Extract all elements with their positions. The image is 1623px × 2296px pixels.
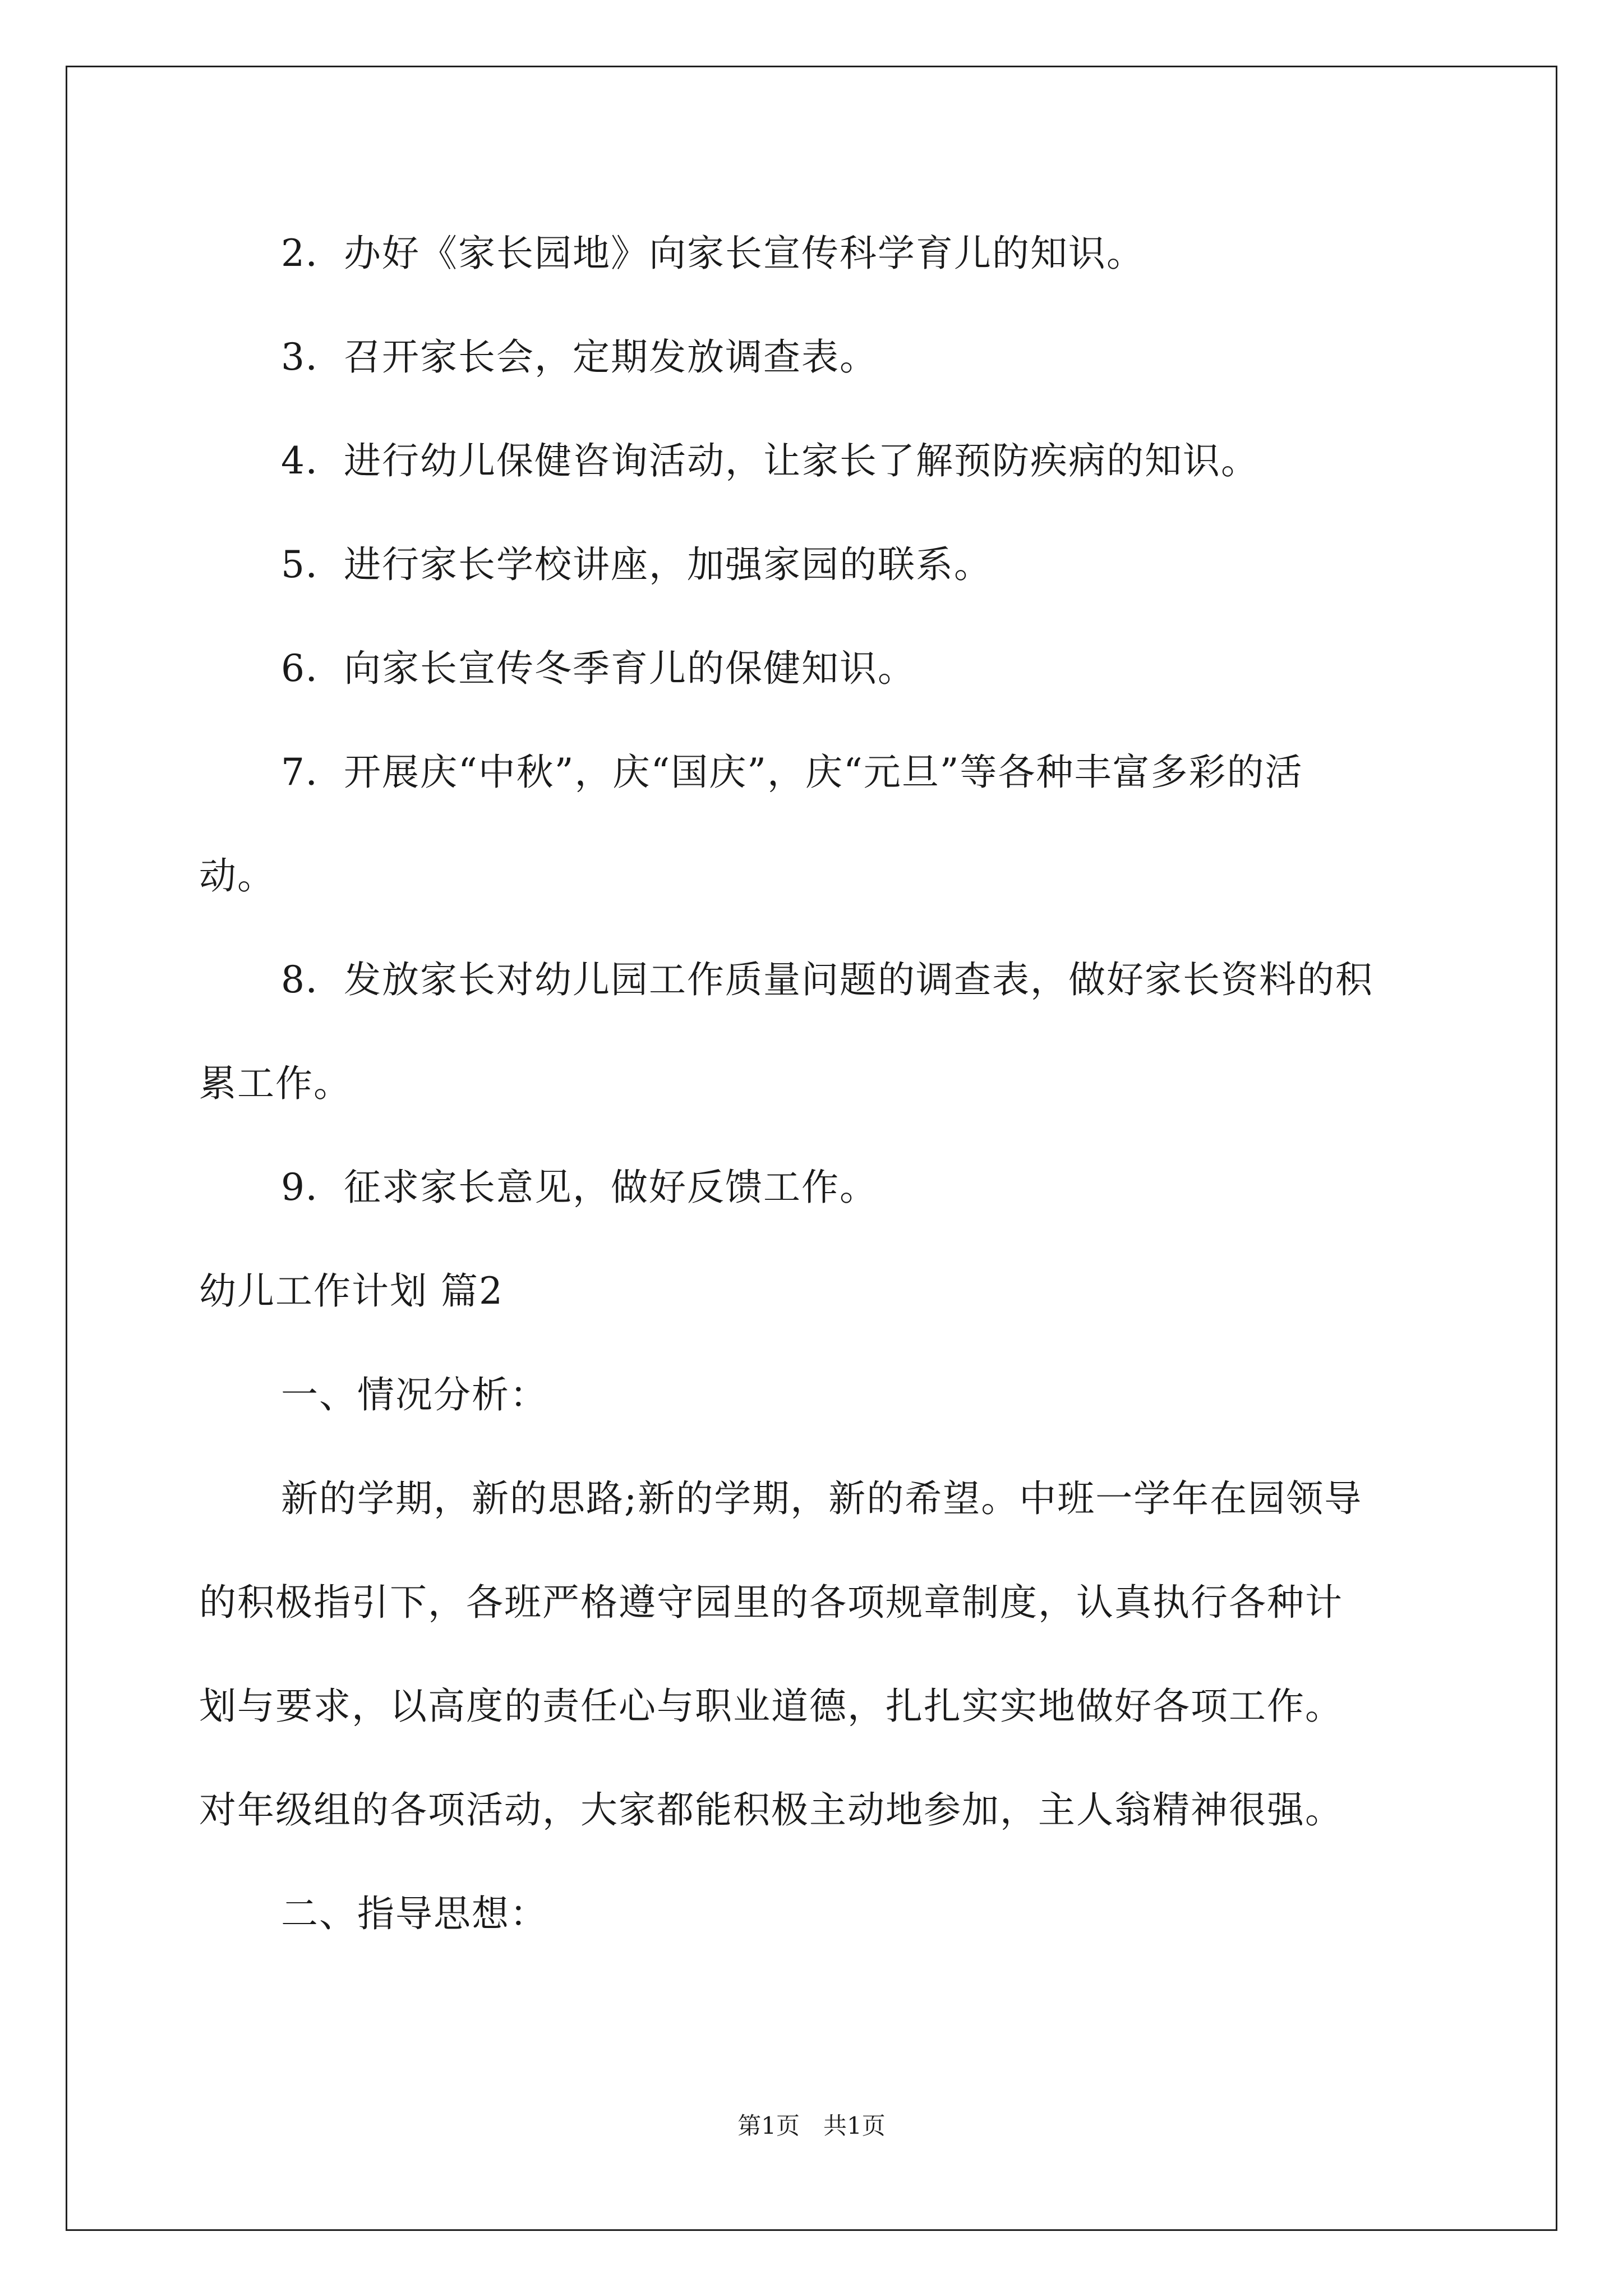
- list-item-7: 7．开展庆“中秋”，庆“国庆”，庆“元旦”等各种丰富多彩的活: [281, 751, 1303, 794]
- list-item-6: 6．向家长宣传冬季育儿的保健知识。: [281, 647, 916, 690]
- paragraph-line: 的积极指引下，各班严格遵守园里的各项规章制度，认真执行各种计: [199, 1581, 1343, 1624]
- list-item-2: 2．办好《家长园地》向家长宣传科学育儿的知识。: [281, 232, 1145, 275]
- list-item-7-continued: 动。: [199, 854, 275, 898]
- section-title: 幼儿工作计划 篇2: [199, 1269, 504, 1313]
- page-number-footer: 第1页 共1页: [737, 2112, 886, 2139]
- list-item-5: 5．进行家长学校讲座，加强家园的联系。: [281, 543, 992, 586]
- subheading-situation-analysis: 一、情况分析：: [281, 1373, 548, 1416]
- list-item-8: 8．发放家长对幼儿园工作质量问题的调查表，做好家长资料的积: [281, 958, 1373, 1001]
- list-item-3: 3．召开家长会，定期发放调查表。: [281, 335, 878, 379]
- list-item-9: 9．征求家长意见，做好反馈工作。: [281, 1166, 878, 1209]
- list-item-4: 4．进行幼儿保健咨询活动，让家长了解预防疾病的知识。: [281, 439, 1259, 482]
- paragraph-line: 划与要求，以高度的责任心与职业道德，扎扎实实地做好各项工作。: [199, 1685, 1343, 1728]
- paragraph-line: 新的学期，新的思路;新的学期，新的希望。中班一学年在园领导: [281, 1477, 1363, 1520]
- subheading-guiding-ideology: 二、指导思想：: [281, 1892, 548, 1935]
- list-item-8-continued: 累工作。: [199, 1062, 352, 1105]
- paragraph-line: 对年级组的各项活动，大家都能积极主动地参加，主人翁精神很强。: [199, 1788, 1343, 1832]
